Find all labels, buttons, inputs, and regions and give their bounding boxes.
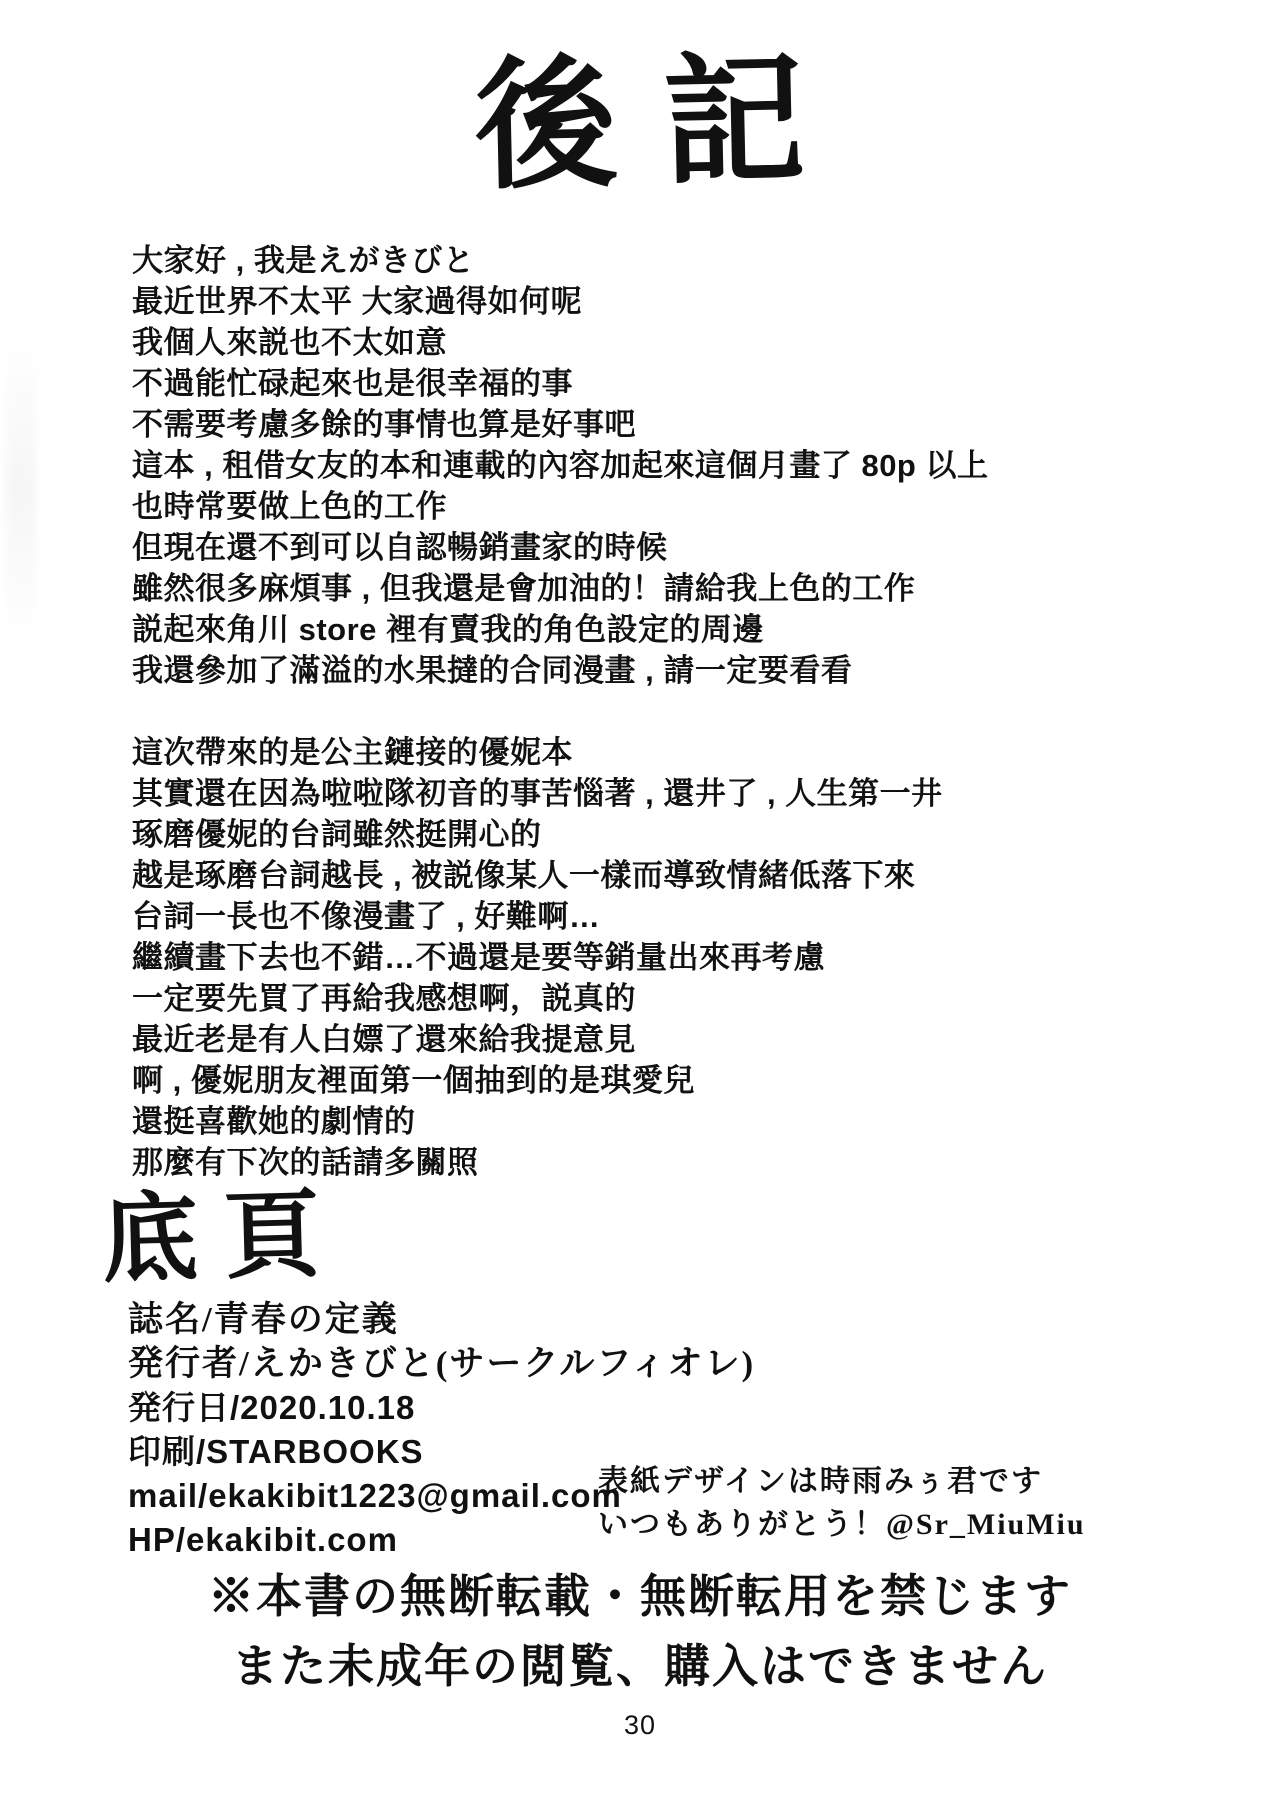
colophon-mail: mail/ekakibit1223@gmail.com <box>128 1477 622 1514</box>
text-line: 不需要考慮多餘的事情也算是好事吧 <box>132 407 636 442</box>
credit-line-1: 表紙デザインは時雨みぅ君です <box>598 1465 1043 1498</box>
colophon-homepage: HP/ekakibit.com <box>128 1521 398 1558</box>
afterword-body <box>132 240 988 1183</box>
text-line: 一定要先買了再給我感想啊，説真的 <box>132 981 636 1016</box>
warning-line-2: また未成年の閲覧、購入はできません <box>232 1641 1048 1692</box>
colophon-magazine-name: 誌名/青春の定義 <box>128 1300 399 1339</box>
text-line: 我還參加了滿溢的水果撻的合同漫畫 , 請一定要看看 <box>132 653 853 688</box>
text-line: 最近老是有人白嫖了還來給我提意見 <box>132 1022 636 1057</box>
warning-line-1: ※本書の無断転載・無断転用を禁じます <box>208 1571 1072 1622</box>
colophon-publish-date: 発行日/2020.10.18 <box>128 1389 416 1426</box>
text-line: 最近世界不太平 大家過得如何呢 <box>132 284 583 319</box>
text-line: 大家好 , 我是えがきびと <box>132 243 475 278</box>
afterword-paragraph-1 <box>132 240 988 691</box>
copyright-warning <box>0 1562 1280 1702</box>
text-line: 我個人來説也不太如意 <box>132 325 447 360</box>
text-line: 琢磨優妮的台詞雖然挺開心的 <box>132 817 542 852</box>
text-line: 台詞一長也不像漫畫了 , 好難啊… <box>132 899 601 934</box>
text-line: 其實還在因為啦啦隊初音的事苦惱著 , 還井了 , 人生第一井 <box>132 776 943 811</box>
colophon-heading: 底頁 <box>100 1180 348 1295</box>
text-line: 不過能忙碌起來也是很幸福的事 <box>132 366 573 401</box>
afterword-title: 後記 <box>473 39 853 207</box>
text-line: 還挺喜歡她的劇情的 <box>132 1104 416 1139</box>
cover-design-credit <box>598 1460 1086 1546</box>
colophon-printer: 印刷/STARBOOKS <box>128 1433 424 1470</box>
page-number: 30 <box>623 1710 657 1740</box>
text-line: 這本 , 租借女友的本和連載的內容加起來這個月畫了 80p 以上 <box>132 448 989 483</box>
credit-line-2: いつもありがとう！@Sr_MiuMiu <box>598 1508 1086 1541</box>
text-line: 越是琢磨台詞越長 , 被説像某人一樣而導致情緒低落下來 <box>132 858 916 893</box>
text-line: 也時常要做上色的工作 <box>132 489 447 524</box>
text-line: 那麼有下次的話請多關照 <box>132 1145 479 1180</box>
text-line: 雖然很多麻煩事 , 但我還是會加油的！請給我上色的工作 <box>132 571 916 606</box>
afterword-paragraph-2 <box>132 732 988 1183</box>
scan-streak-artifact <box>6 330 36 650</box>
text-line: 繼續畫下去也不錯…不過還是要等銷量出來再考慮 <box>132 940 825 975</box>
colophon-publisher: 発行者/えかきびと(サークルフィオレ) <box>128 1344 756 1383</box>
text-line: 這次帶來的是公主鏈接的優妮本 <box>132 735 573 770</box>
text-line: 説起來角川 store 裡有賣我的角色設定的周邊 <box>132 612 765 647</box>
text-line: 啊 , 優妮朋友裡面第一個抽到的是琪愛兒 <box>132 1063 695 1098</box>
text-line: 但現在還不到可以自認暢銷畫家的時候 <box>132 530 668 565</box>
